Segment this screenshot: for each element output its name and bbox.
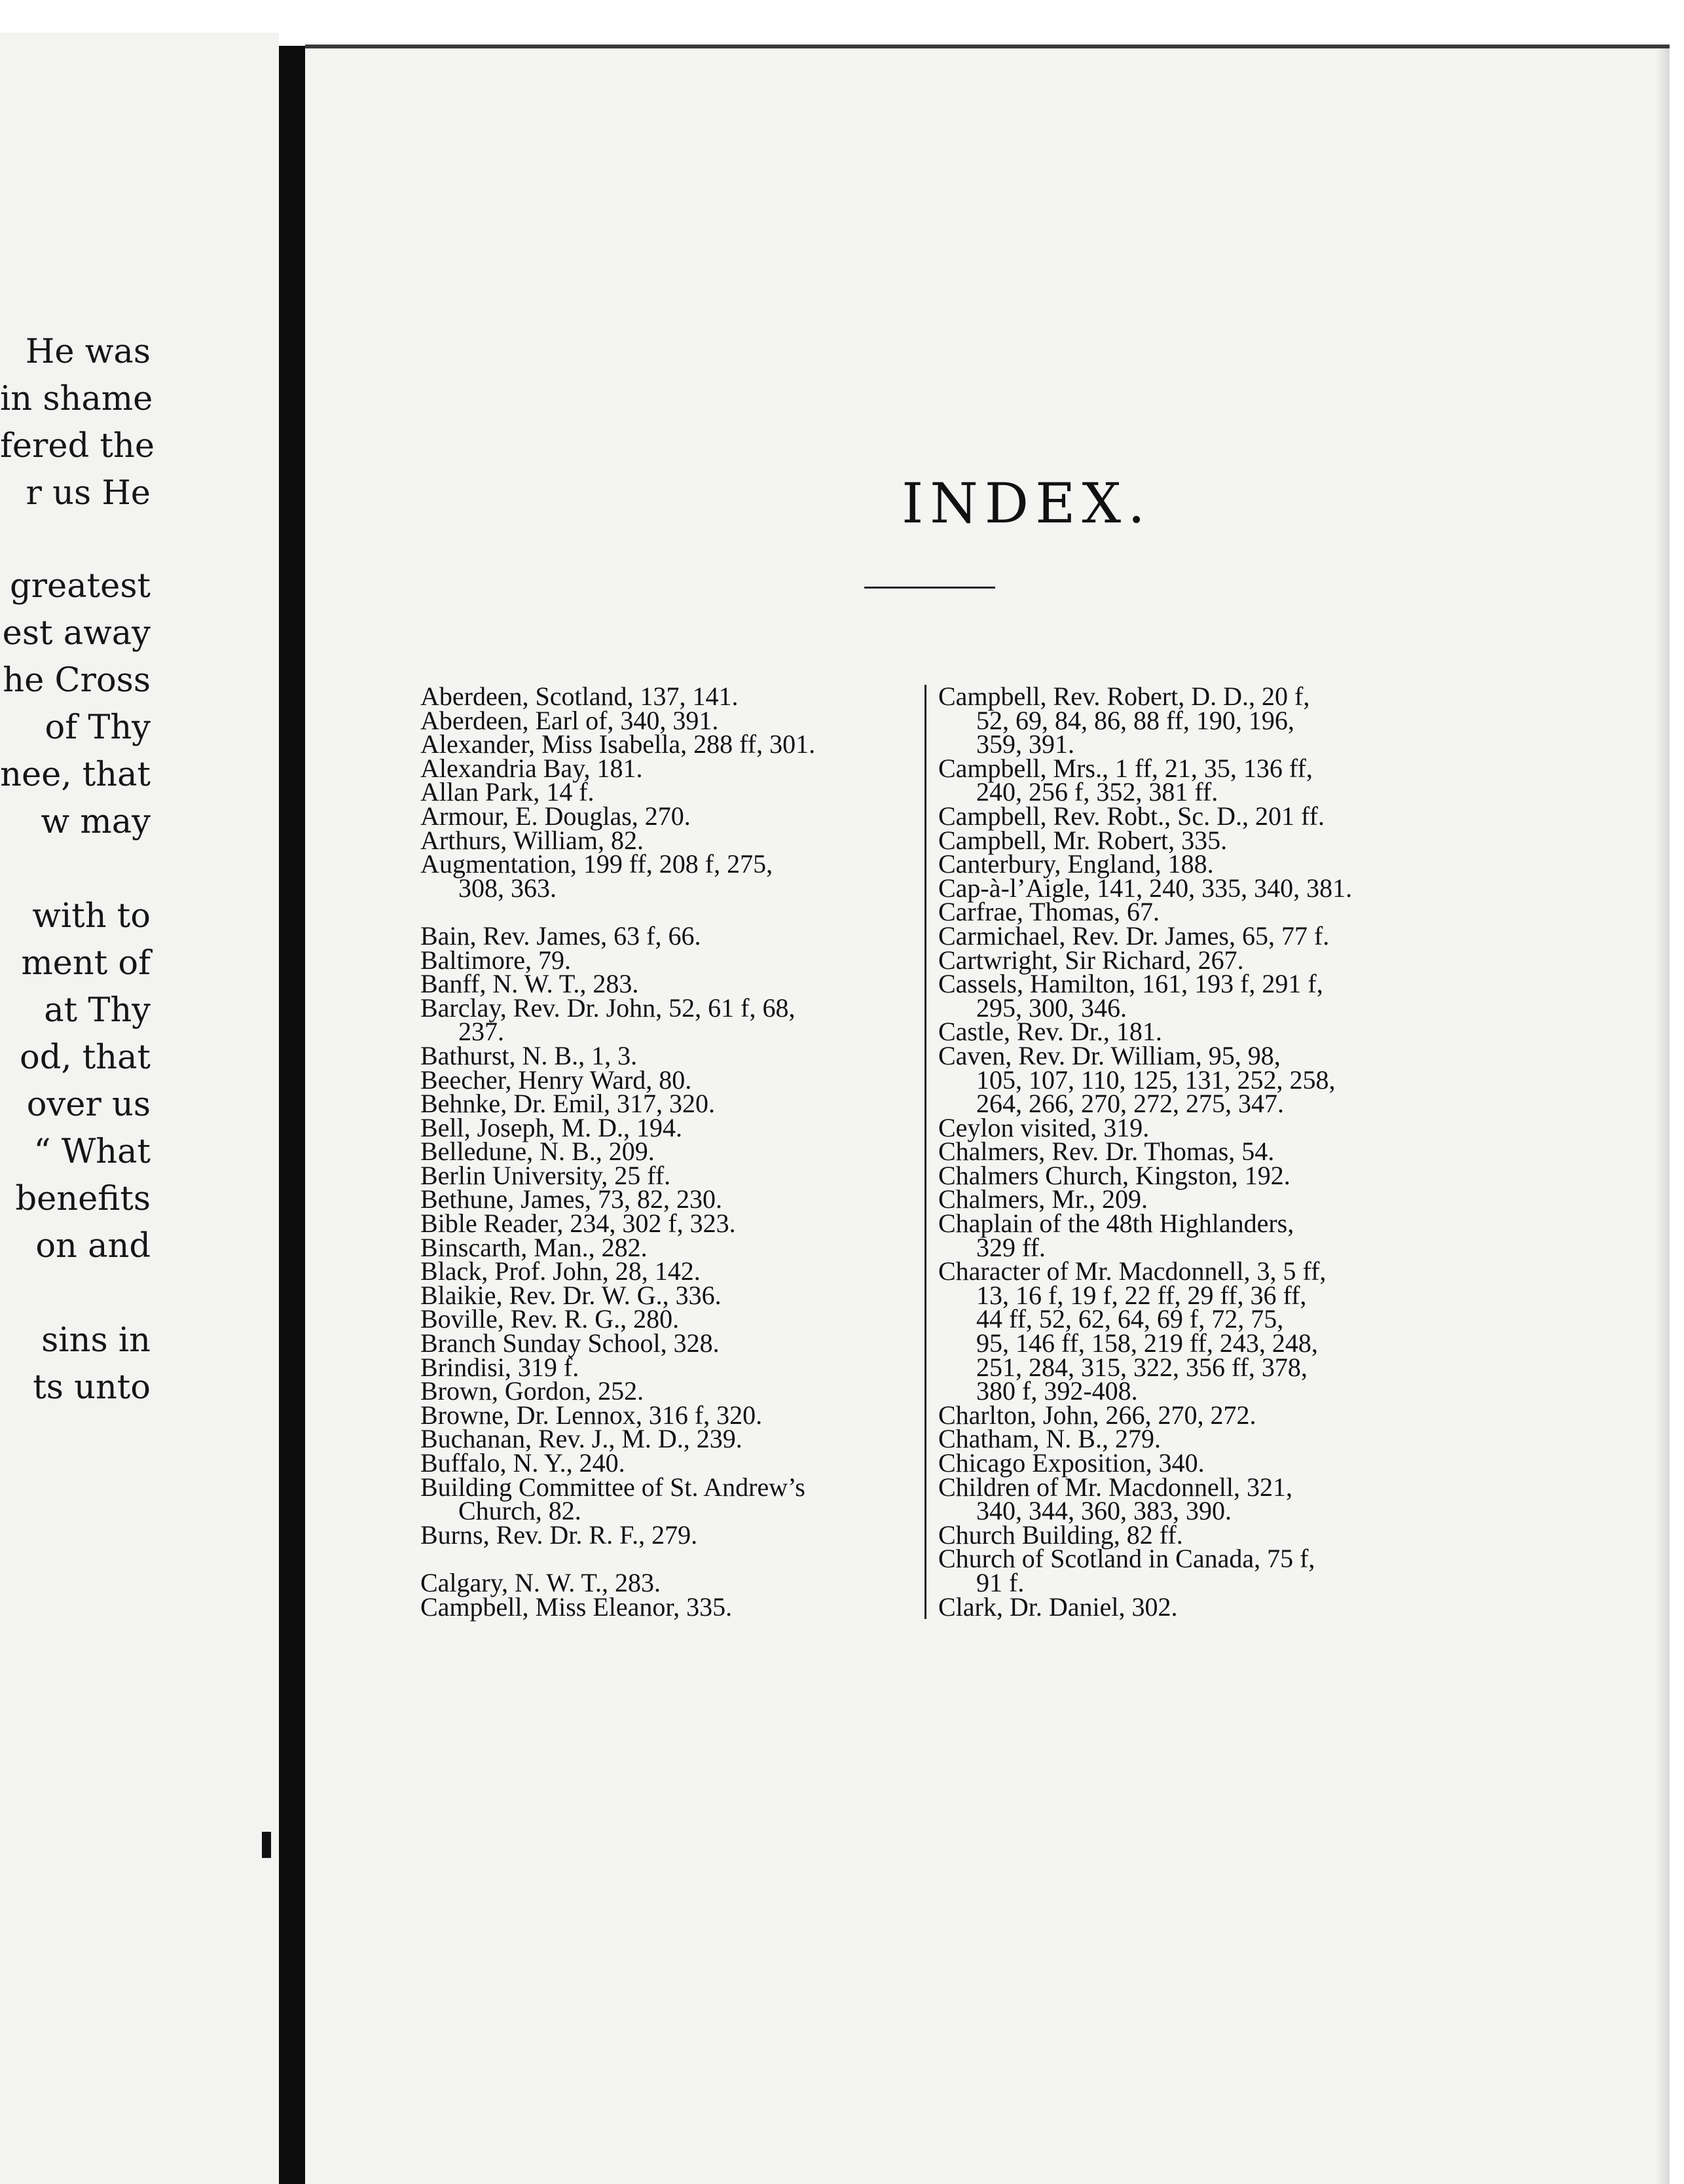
left-page-line: ment of: [21, 944, 151, 983]
index-entry-heading: Buffalo, N. Y., 240.: [420, 1448, 625, 1478]
index-entry-heading: Cassels, Hamilton, 161, 193 f, 291 f,: [938, 969, 1323, 999]
index-entry-heading: Aberdeen, Scotland, 137, 141.: [420, 682, 739, 711]
index-entry-heading: Belledune, N. B., 209.: [420, 1137, 655, 1167]
index-entry: [938, 1256, 1442, 1406]
index-entry-heading: Campbell, Rev. Robt., Sc. D., 201 ff.: [938, 801, 1325, 831]
index-entry-heading: Bell, Joseph, M. D., 194.: [420, 1112, 682, 1142]
index-entry-heading: Canterbury, England, 188.: [938, 849, 1214, 879]
index-entry-heading: Burns, Rev. Dr. R. F., 279.: [420, 1520, 698, 1550]
index-entry-heading: Alexander, Miss Isabella, 288 ff, 301.: [420, 729, 816, 759]
left-page-line: nee, that: [0, 755, 151, 794]
index-entry-continuation: 237.: [458, 1017, 504, 1047]
index-entry-heading: Blaikie, Rev. Dr. W. G., 336.: [420, 1280, 722, 1310]
index-entry: [938, 1544, 1442, 1597]
index-entry-heading: Binscarth, Man., 282.: [420, 1232, 648, 1262]
index-entry: [938, 1040, 1442, 1119]
index-entry: [420, 849, 918, 903]
index-entry: [420, 1520, 918, 1550]
index-entry: [938, 1472, 1442, 1526]
index-entry-continuation: 308, 363.: [458, 873, 557, 903]
index-entry-continuation: 380 f, 392-408.: [976, 1376, 1138, 1406]
index-entry-heading: Bain, Rev. James, 63 f, 66.: [420, 920, 701, 951]
index-entry-heading: Campbell, Mr. Robert, 335.: [938, 825, 1228, 855]
index-entry-heading: Cartwright, Sir Richard, 267.: [938, 945, 1244, 975]
right-page: [305, 45, 1670, 2184]
index-entry-heading: Carfrae, Thomas, 67.: [938, 897, 1160, 927]
index-entry-heading: Campbell, Miss Eleanor, 335.: [420, 1592, 733, 1622]
index-column-left: [420, 682, 918, 1622]
index-entry-heading: Church Building, 82 ff.: [938, 1520, 1183, 1550]
index-entry-heading: Augmentation, 199 ff, 208 f, 275,: [420, 849, 773, 879]
index-entry-heading: Bethune, James, 73, 82, 230.: [420, 1184, 723, 1214]
left-page-line: of Thy: [45, 708, 151, 747]
book-gutter: [279, 46, 305, 2184]
index-entry-continuation: 44 ff, 52, 62, 64, 69 f, 72, 75,: [976, 1304, 1284, 1334]
index-entry-heading: Bible Reader, 234, 302 f, 323.: [420, 1209, 736, 1239]
index-entry-continuation: 359, 391.: [976, 729, 1074, 759]
left-page-line: with to: [32, 897, 151, 936]
index-entry: [420, 1592, 918, 1622]
index-entry-heading: Brindisi, 319 f.: [420, 1352, 579, 1382]
index-entry-continuation: 240, 256 f, 352, 381 ff.: [976, 777, 1218, 807]
left-page-line: w may: [41, 803, 151, 841]
index-entry-heading: Brown, Gordon, 252.: [420, 1376, 644, 1406]
scan-mark: [262, 1832, 271, 1858]
index-entry-heading: Armour, E. Douglas, 270.: [420, 801, 691, 831]
index-entry-continuation: 105, 107, 110, 125, 131, 252, 258,: [976, 1065, 1336, 1095]
index-column-right: [924, 682, 1442, 1622]
index-entry-heading: Cap-à-l’Aigle, 141, 240, 335, 340, 381.: [938, 873, 1353, 903]
index-entry-continuation: 340, 344, 360, 383, 390.: [976, 1496, 1232, 1526]
index-entry-heading: Chalmers, Rev. Dr. Thomas, 54.: [938, 1137, 1275, 1167]
left-page-line: greatest: [10, 567, 151, 606]
index-entry-heading: Castle, Rev. Dr., 181.: [938, 1017, 1162, 1047]
index-entry-heading: Clark, Dr. Daniel, 302.: [938, 1592, 1178, 1622]
index-entry: [938, 753, 1442, 807]
index-entry-heading: Campbell, Mrs., 1 ff, 21, 35, 136 ff,: [938, 753, 1313, 783]
left-page-line: benefits: [15, 1180, 151, 1218]
index-entry-heading: Banff, N. W. T., 283.: [420, 969, 639, 999]
index-entry: [938, 1592, 1442, 1622]
left-page-line: in shame: [0, 380, 153, 418]
left-page-line: at Thy: [44, 991, 151, 1030]
index-entry-continuation: Church, 82.: [458, 1496, 581, 1526]
index-entry-heading: Allan Park, 14 f.: [420, 777, 595, 807]
index-entry-heading: Children of Mr. Macdonnell, 321,: [938, 1472, 1293, 1502]
index-entry-continuation: 13, 16 f, 19 f, 22 ff, 29 ff, 36 ff,: [976, 1280, 1307, 1310]
left-page-line: He was: [25, 333, 151, 371]
index-entry-heading: Calgary, N. W. T., 283.: [420, 1567, 661, 1597]
index-entry-heading: Buchanan, Rev. J., M. D., 239.: [420, 1424, 742, 1454]
left-page-line: fered the: [0, 427, 155, 465]
index-entry-continuation: 329 ff.: [976, 1232, 1046, 1262]
index-entry-continuation: 295, 300, 346.: [976, 992, 1127, 1023]
index-entry-heading: Browne, Dr. Lennox, 316 f, 320.: [420, 1400, 763, 1430]
index-entry-heading: Chatham, N. B., 279.: [938, 1424, 1161, 1454]
index-entry-heading: Beecher, Henry Ward, 80.: [420, 1065, 692, 1095]
index-entry-heading: Campbell, Rev. Robert, D. D., 20 f,: [938, 682, 1310, 711]
index-entry-heading: Black, Prof. John, 28, 142.: [420, 1256, 701, 1286]
left-page: [0, 33, 279, 2184]
index-entry-heading: Barclay, Rev. Dr. John, 52, 61 f, 68,: [420, 992, 796, 1023]
index-entry-continuation: 95, 146 ff, 158, 219 ff, 243, 248,: [976, 1328, 1318, 1358]
index-entry: [938, 1209, 1442, 1262]
left-page-line: od, that: [19, 1038, 151, 1077]
index-entry-heading: Building Committee of St. Andrew’s: [420, 1472, 805, 1502]
index-entry-heading: Berlin University, 25 ff.: [420, 1160, 671, 1190]
left-page-line: r us He: [26, 474, 151, 513]
title-rule: [864, 587, 995, 589]
left-page-line: “ What: [33, 1133, 151, 1171]
index-entry-heading: Behnke, Dr. Emil, 317, 320.: [420, 1089, 715, 1119]
index-entry-continuation: 251, 284, 315, 322, 356 ff, 378,: [976, 1352, 1308, 1382]
index-entry-heading: Alexandria Bay, 181.: [420, 753, 643, 783]
index-entry-heading: Aberdeen, Earl of, 340, 391.: [420, 705, 719, 735]
left-page-line: on and: [35, 1227, 151, 1265]
index-entry-heading: Chicago Exposition, 340.: [938, 1448, 1205, 1478]
index-entry-heading: Boville, Rev. R. G., 280.: [420, 1304, 680, 1334]
index-entry-heading: Chalmers, Mr., 209.: [938, 1184, 1148, 1214]
page-title: INDEX.: [902, 471, 1152, 536]
index-entry-continuation: 91 f.: [976, 1567, 1025, 1597]
index-entry-heading: Church of Scotland in Canada, 75 f,: [938, 1544, 1315, 1574]
index-entry-heading: Character of Mr. Macdonnell, 3, 5 ff,: [938, 1256, 1327, 1286]
index-entry-heading: Chaplain of the 48th Highlanders,: [938, 1209, 1294, 1239]
left-page-line: est away: [2, 614, 151, 653]
left-page-line: he Cross: [3, 661, 151, 700]
index-entry-heading: Carmichael, Rev. Dr. James, 65, 77 f.: [938, 920, 1330, 951]
index-entry: [420, 1472, 918, 1526]
left-page-line: sins in: [41, 1321, 151, 1360]
index-entry-heading: Ceylon visited, 319.: [938, 1112, 1150, 1142]
index-entry: [420, 992, 918, 1047]
index-entry-heading: Caven, Rev. Dr. William, 95, 98,: [938, 1040, 1281, 1070]
index-entry-heading: Branch Sunday School, 328.: [420, 1328, 720, 1358]
index-entry-continuation: 52, 69, 84, 86, 88 ff, 190, 196,: [976, 705, 1294, 735]
index-entry-heading: Charlton, John, 266, 270, 272.: [938, 1400, 1256, 1430]
page-edge: [1655, 48, 1670, 2184]
index-entry-heading: Baltimore, 79.: [420, 945, 571, 975]
left-page-line: over us: [26, 1085, 151, 1124]
index-entry-heading: Arthurs, William, 82.: [420, 825, 644, 855]
index-entry-heading: Chalmers Church, Kingston, 192.: [938, 1160, 1290, 1190]
index-entry-continuation: 264, 266, 270, 272, 275, 347.: [976, 1089, 1284, 1119]
left-page-line: ts unto: [33, 1368, 151, 1407]
index-entry: [938, 969, 1442, 1023]
index-entry-heading: Bathurst, N. B., 1, 3.: [420, 1040, 638, 1070]
index-entry: [938, 682, 1442, 759]
